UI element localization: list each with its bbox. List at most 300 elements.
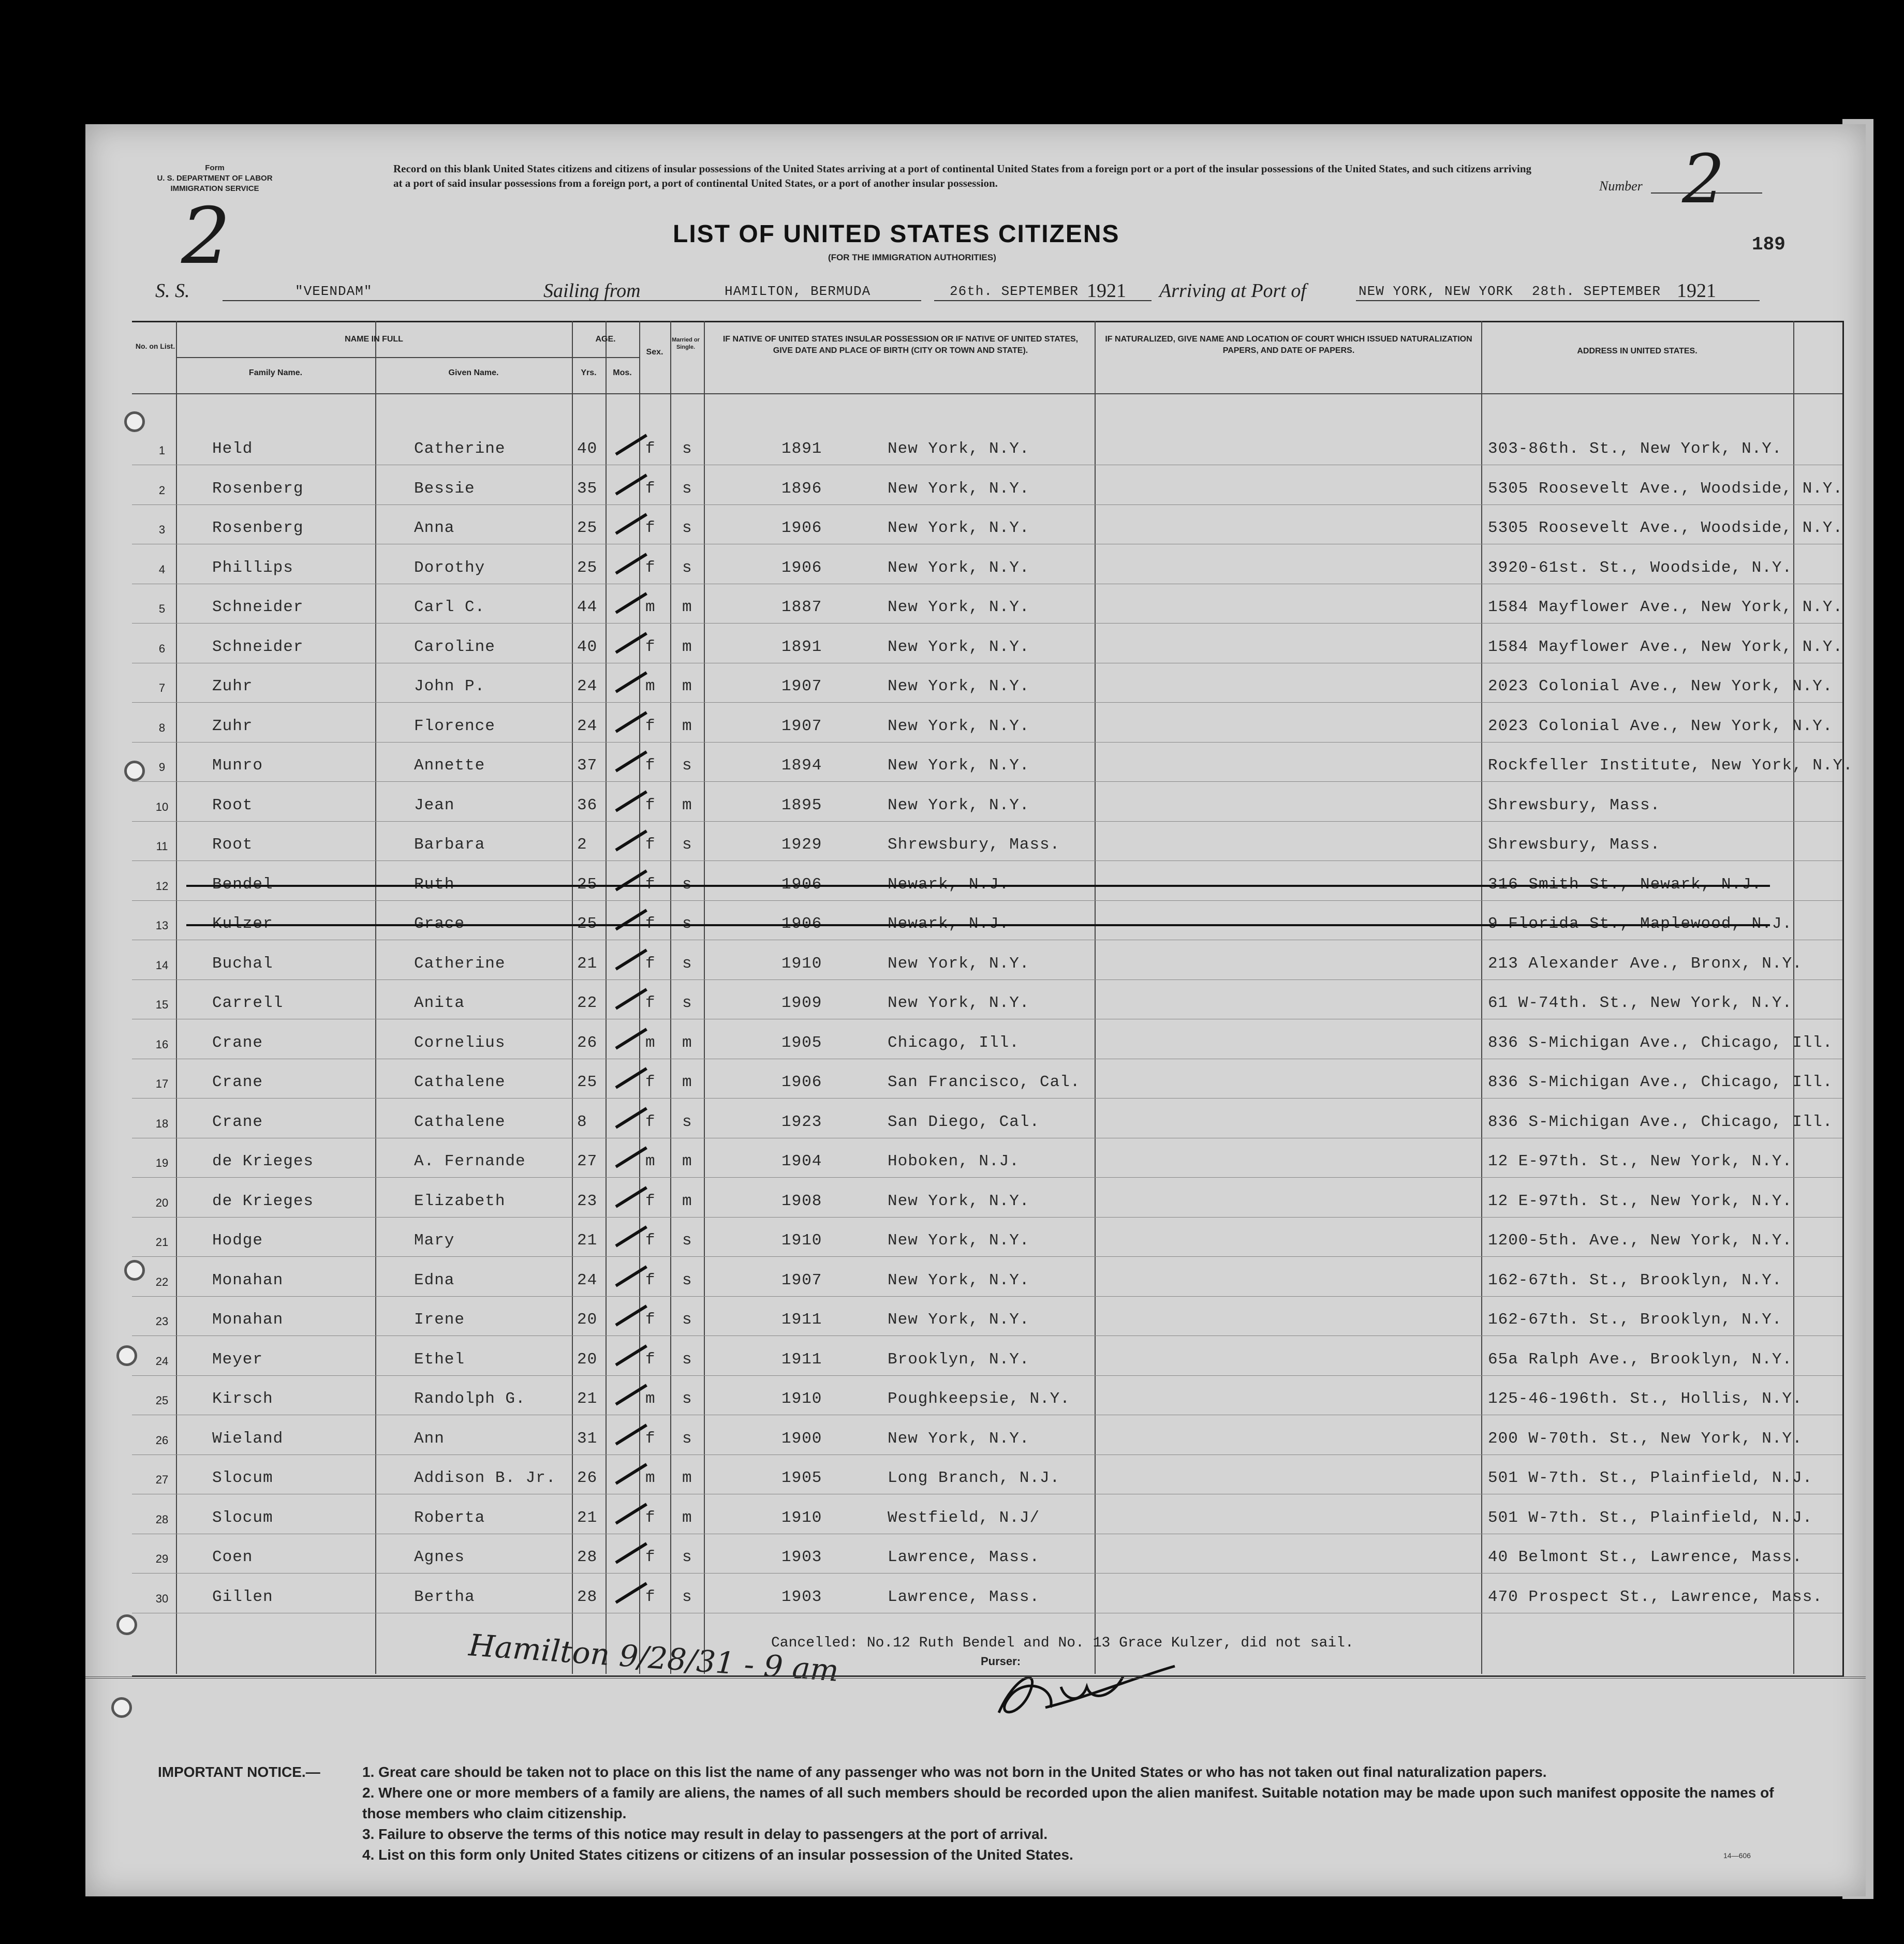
cell-ms: s <box>682 1390 692 1408</box>
cell-family: Slocum <box>212 1469 273 1487</box>
cell-age: 26 <box>577 1469 598 1487</box>
cell-address: 2023 Colonial Ave., New York, N.Y. <box>1488 677 1833 695</box>
row-divider <box>132 1296 1842 1297</box>
cell-place: San Francisco, Cal. <box>888 1073 1081 1091</box>
cell-given: Elizabeth <box>414 1192 506 1210</box>
row-number: 3 <box>158 523 166 536</box>
cell-ms: m <box>682 1469 692 1487</box>
to-date: 28th. SEPTEMBER <box>1532 284 1661 299</box>
cell-year: 1900 <box>781 1429 822 1448</box>
number-value: 2 <box>1682 140 1725 218</box>
cell-address: 836 S-Michigan Ave., Chicago, Ill. <box>1488 1033 1833 1052</box>
cell-place: New York, N.Y. <box>888 717 1030 735</box>
handwritten-stamp: Hamilton 9/28/31 - 9 am <box>467 1627 840 1688</box>
cell-place: Chicago, Ill. <box>888 1033 1020 1052</box>
row-divider <box>132 1256 1842 1257</box>
cell-family: Carrell <box>212 994 284 1012</box>
cell-age: 24 <box>577 677 598 695</box>
row-number: 6 <box>158 642 166 655</box>
cell-ms: s <box>682 1548 692 1566</box>
cell-ms: s <box>682 1112 692 1131</box>
cell-sex: f <box>645 1271 656 1289</box>
row-number: 29 <box>155 1552 169 1565</box>
row-number: 9 <box>158 761 166 774</box>
cell-given: Catherine <box>414 440 506 458</box>
from-date: 26th. SEPTEMBER <box>950 284 1079 299</box>
cell-age: 25 <box>577 558 598 577</box>
cell-sex: f <box>645 1350 656 1369</box>
cell-year: 1929 <box>781 836 822 854</box>
header-address: ADDRESS IN UNITED STATES. <box>1577 347 1698 355</box>
cell-age: 20 <box>577 1350 598 1369</box>
cell-age: 22 <box>577 994 598 1012</box>
cell-age: 21 <box>577 954 598 973</box>
cell-place: Newark, N.J. <box>888 915 1010 933</box>
cell-year: 1911 <box>781 1311 822 1329</box>
cell-address: 303-86th. St., New York, N.Y. <box>1488 440 1782 458</box>
sailing-label: Sailing from <box>543 280 641 302</box>
cell-sex: f <box>645 717 656 735</box>
cell-place: Newark, N.J. <box>888 875 1010 894</box>
cell-sex: f <box>645 1548 656 1566</box>
cell-given: Jean <box>414 796 455 814</box>
cell-address: 5305 Roosevelt Ave., Woodside, N.Y. <box>1488 519 1843 537</box>
cell-place: New York, N.Y. <box>888 637 1030 656</box>
cell-address: 213 Alexander Ave., Bronx, N.Y. <box>1488 954 1803 973</box>
cell-year: 1904 <box>781 1152 822 1170</box>
cell-address: 501 W-7th. St., Plainfield, N.J. <box>1488 1508 1813 1527</box>
cell-age: 24 <box>577 717 598 735</box>
cell-given: Annette <box>414 756 485 775</box>
cell-family: Monahan <box>212 1271 284 1289</box>
cell-family: Schneider <box>212 598 304 616</box>
cell-address: 836 S-Michigan Ave., Chicago, Ill. <box>1488 1073 1833 1091</box>
cell-year: 1903 <box>781 1548 822 1566</box>
cell-ms: m <box>682 1033 692 1052</box>
cell-family: Wieland <box>212 1429 284 1448</box>
cell-sex: f <box>645 915 656 933</box>
cell-given: Barbara <box>414 836 485 854</box>
page-subtitle: (FOR THE IMMIGRATION AUTHORITIES) <box>828 253 996 262</box>
cell-year: 1906 <box>781 1073 822 1091</box>
cell-age: 27 <box>577 1152 598 1170</box>
cell-place: Hoboken, N.J. <box>888 1152 1020 1170</box>
cell-place: New York, N.Y. <box>888 1231 1030 1250</box>
notice-item: 4. List on this form only United States citizens or citizens of an insular possession of the United States. <box>362 1847 1073 1863</box>
cell-family: Monahan <box>212 1311 284 1329</box>
cell-sex: f <box>645 637 656 656</box>
cell-age: 44 <box>577 598 598 616</box>
purser-label: Purser: <box>981 1655 1021 1668</box>
cell-place: Lawrence, Mass. <box>888 1587 1040 1606</box>
cell-family: Phillips <box>212 558 293 577</box>
voyage-line <box>155 279 1785 305</box>
cell-sex: f <box>645 875 656 894</box>
cell-given: Mary <box>414 1231 455 1250</box>
cell-ms: s <box>682 440 692 458</box>
cell-ms: m <box>682 1152 692 1170</box>
cell-address: 836 S-Michigan Ave., Chicago, Ill. <box>1488 1112 1833 1131</box>
row-number: 19 <box>155 1156 169 1169</box>
cell-age: 21 <box>577 1390 598 1408</box>
department-label: U. S. DEPARTMENT OF LABOR <box>157 174 273 183</box>
cell-family: Rosenberg <box>212 479 304 498</box>
header-sex: Sex. <box>646 348 663 357</box>
row-number: 13 <box>155 919 169 932</box>
cell-family: Root <box>212 796 253 814</box>
cell-sex: f <box>645 1508 656 1527</box>
cell-year: 1905 <box>781 1033 822 1052</box>
cell-age: 25 <box>577 915 598 933</box>
cell-year: 1905 <box>781 1469 822 1487</box>
cell-given: Addison B. Jr. <box>414 1469 556 1487</box>
cell-given: Catherine <box>414 954 506 973</box>
number-label: Number <box>1599 179 1643 194</box>
cell-given: Agnes <box>414 1548 465 1566</box>
cell-ms: s <box>682 1311 692 1329</box>
cell-address: Shrewsbury, Mass. <box>1488 836 1661 854</box>
cell-ms: s <box>682 954 692 973</box>
header-yrs: Yrs. <box>581 368 597 377</box>
cell-address: 200 W-70th. St., New York, N.Y. <box>1488 1429 1803 1448</box>
cell-family: Zuhr <box>212 677 253 695</box>
header-no: No. on List. <box>135 342 175 350</box>
form-label: Form <box>205 164 225 172</box>
cell-place: Westfield, N.J/ <box>888 1508 1040 1527</box>
form-code: 14—606 <box>1723 1851 1751 1860</box>
cell-given: Bertha <box>414 1587 475 1606</box>
cell-age: 28 <box>577 1587 598 1606</box>
cell-sex: f <box>645 1231 656 1250</box>
cell-sex: m <box>645 1033 656 1052</box>
cell-place: New York, N.Y. <box>888 519 1030 537</box>
cell-family: Munro <box>212 756 263 775</box>
cell-sex: m <box>645 1152 656 1170</box>
cell-ms: s <box>682 1271 692 1289</box>
cell-year: 1906 <box>781 519 822 537</box>
cell-place: New York, N.Y. <box>888 1271 1030 1289</box>
cell-family: Bendel <box>212 875 273 894</box>
header-mos: Mos. <box>613 368 632 377</box>
cell-address: Shrewsbury, Mass. <box>1488 796 1661 814</box>
cell-given: Ann <box>414 1429 445 1448</box>
cell-given: A. Fernande <box>414 1152 526 1170</box>
cell-age: 26 <box>577 1033 598 1052</box>
cell-year: 1895 <box>781 796 822 814</box>
cell-age: 24 <box>577 1271 598 1289</box>
row-number: 20 <box>155 1196 169 1209</box>
arriving-label: Arriving at Port of <box>1159 280 1306 302</box>
cell-given: Cathalene <box>414 1112 506 1131</box>
cell-family: Crane <box>212 1033 263 1052</box>
cell-ms: m <box>682 796 692 814</box>
row-number: 30 <box>155 1592 169 1605</box>
cell-ms: s <box>682 1429 692 1448</box>
cell-address: 9 Florida St., Maplewood, N.J. <box>1488 915 1793 933</box>
ss-label: S. S. <box>155 280 190 302</box>
cell-family: Buchal <box>212 954 273 973</box>
cell-ms: s <box>682 1231 692 1250</box>
cell-sex: f <box>645 1429 656 1448</box>
cell-address: 1200-5th. Ave., New York, N.Y. <box>1488 1231 1793 1250</box>
cell-family: Crane <box>212 1073 263 1091</box>
cell-family: Crane <box>212 1112 263 1131</box>
cell-sex: f <box>645 1192 656 1210</box>
cell-family: Slocum <box>212 1508 273 1527</box>
cell-ms: s <box>682 994 692 1012</box>
cell-age: 2 <box>577 836 587 854</box>
cell-place: New York, N.Y. <box>888 994 1030 1012</box>
cell-sex: f <box>645 1311 656 1329</box>
cell-given: Cornelius <box>414 1033 506 1052</box>
record-instructions: Record on this blank United States citizens and citizens of insular possessions of the United States arriving at a port of continental United States from a foreign port or a port of the insular possessions of the United States, and such citizens arriving at a port of said insular possessions from a foreign port, a port of continental United States, or a port of another insular possession. <box>393 162 1532 189</box>
header-given-name: Given Name. <box>448 368 499 377</box>
cell-sex: f <box>645 994 656 1012</box>
cell-given: Dorothy <box>414 558 485 577</box>
cell-address: 162-67th. St., Brooklyn, N.Y. <box>1488 1311 1782 1329</box>
cell-year: 1907 <box>781 1271 822 1289</box>
cell-address: 5305 Roosevelt Ave., Woodside, N.Y. <box>1488 479 1843 498</box>
cell-year: 1906 <box>781 915 822 933</box>
cell-age: 23 <box>577 1192 598 1210</box>
cell-year: 1923 <box>781 1112 822 1131</box>
cell-place: New York, N.Y. <box>888 1311 1030 1329</box>
page-number: 189 <box>1752 234 1785 255</box>
row-number: 24 <box>155 1354 169 1368</box>
row-number: 2 <box>158 483 166 497</box>
cell-given: Grace <box>414 915 465 933</box>
header-name-in-full: NAME IN FULL <box>345 335 403 344</box>
cell-year: 1894 <box>781 756 822 775</box>
cell-year: 1907 <box>781 677 822 695</box>
notice-label: IMPORTANT NOTICE.— <box>158 1764 320 1780</box>
cell-address: 501 W-7th. St., Plainfield, N.J. <box>1488 1469 1813 1487</box>
row-number: 15 <box>155 998 169 1011</box>
cell-sex: f <box>645 796 656 814</box>
cell-ms: s <box>682 836 692 854</box>
row-number: 23 <box>155 1315 169 1328</box>
cell-address: 2023 Colonial Ave., New York, N.Y. <box>1488 717 1833 735</box>
header-naturalized: IF NATURALIZED, GIVE NAME AND LOCATION OF COURT WHICH ISSUED NATURALIZATION PAPERS, AND DATE OF PAPERS. <box>1105 335 1472 355</box>
row-number: 26 <box>155 1433 169 1447</box>
cell-address: 12 E-97th. St., New York, N.Y. <box>1488 1192 1793 1210</box>
cell-sex: f <box>645 954 656 973</box>
cell-address: 65a Ralph Ave., Brooklyn, N.Y. <box>1488 1350 1793 1369</box>
cell-age: 36 <box>577 796 598 814</box>
from-port: HAMILTON, BERMUDA <box>725 284 871 299</box>
cell-family: Meyer <box>212 1350 263 1369</box>
cell-address: 1584 Mayflower Ave., New York, N.Y. <box>1488 598 1843 616</box>
row-number: 16 <box>155 1037 169 1051</box>
cell-age: 31 <box>577 1429 598 1448</box>
row-divider <box>132 1177 1842 1178</box>
cell-ms: m <box>682 1192 692 1210</box>
cell-place: Poughkeepsie, N.Y. <box>888 1390 1070 1408</box>
cell-ms: m <box>682 677 692 695</box>
row-number: 21 <box>155 1236 169 1249</box>
cell-year: 1910 <box>781 954 822 973</box>
row-divider <box>132 1335 1842 1336</box>
cell-sex: f <box>645 1112 656 1131</box>
row-divider <box>132 781 1842 782</box>
cell-ms: s <box>682 1587 692 1606</box>
header-family-name: Family Name. <box>248 368 303 377</box>
row-divider <box>132 1098 1842 1099</box>
row-divider <box>132 742 1842 743</box>
cell-sex: f <box>645 479 656 498</box>
cell-family: Zuhr <box>212 717 253 735</box>
cell-given: Caroline <box>414 637 495 656</box>
cell-family: de Krieges <box>212 1152 314 1170</box>
cell-address: 61 W-74th. St., New York, N.Y. <box>1488 994 1793 1012</box>
cell-place: Brooklyn, N.Y. <box>888 1350 1030 1369</box>
cell-age: 40 <box>577 440 598 458</box>
cell-sex: m <box>645 677 656 695</box>
cell-given: Carl C. <box>414 598 485 616</box>
ship-name: "VEENDAM" <box>295 284 373 299</box>
cell-year: 1911 <box>781 1350 822 1369</box>
cell-ms: s <box>682 756 692 775</box>
cell-ms: s <box>682 558 692 577</box>
cell-given: Bessie <box>414 479 475 498</box>
cell-ms: s <box>682 875 692 894</box>
cell-ms: m <box>682 1073 692 1091</box>
cell-year: 1906 <box>781 875 822 894</box>
cancelled-note: Cancelled: No.12 Ruth Bendel and No. 13 Grace Kulzer, did not sail. <box>771 1635 1354 1651</box>
row-divider <box>132 821 1842 822</box>
cell-address: 1584 Mayflower Ave., New York, N.Y. <box>1488 637 1843 656</box>
cell-given: Roberta <box>414 1508 485 1527</box>
cell-sex: f <box>645 519 656 537</box>
cell-family: Held <box>212 440 253 458</box>
cell-year: 1910 <box>781 1231 822 1250</box>
cell-place: New York, N.Y. <box>888 1192 1030 1210</box>
header-married: Married or Single. <box>672 337 700 350</box>
cell-age: 28 <box>577 1548 598 1566</box>
row-number: 10 <box>155 800 169 813</box>
cell-year: 1896 <box>781 479 822 498</box>
cell-given: Florence <box>414 717 495 735</box>
cell-year: 1910 <box>781 1508 822 1527</box>
cell-place: New York, N.Y. <box>888 558 1030 577</box>
cell-ms: s <box>682 1350 692 1369</box>
cell-year: 1907 <box>781 717 822 735</box>
cell-sex: f <box>645 558 656 577</box>
row-number: 25 <box>155 1394 169 1407</box>
cancel-strike <box>186 885 1770 887</box>
punch-hole <box>111 1697 132 1718</box>
row-number: 14 <box>155 958 169 972</box>
cell-age: 21 <box>577 1231 598 1250</box>
cell-year: 1903 <box>781 1587 822 1606</box>
cell-sex: f <box>645 756 656 775</box>
cell-age: 20 <box>577 1311 598 1329</box>
row-divider <box>132 1573 1842 1574</box>
handwritten-mark: 2 <box>181 191 231 281</box>
cell-place: New York, N.Y. <box>888 440 1030 458</box>
to-year: 1921 <box>1677 280 1716 302</box>
row-number: 12 <box>155 879 169 893</box>
cell-ms: m <box>682 1508 692 1527</box>
cell-ms: s <box>682 479 692 498</box>
row-divider <box>132 1217 1842 1218</box>
cell-ms: m <box>682 598 692 616</box>
cell-year: 1887 <box>781 598 822 616</box>
cell-ms: s <box>682 915 692 933</box>
cell-place: New York, N.Y. <box>888 598 1030 616</box>
cell-family: Kulzer <box>212 915 273 933</box>
cancel-strike <box>186 924 1770 926</box>
cell-sex: f <box>645 1073 656 1091</box>
cell-address: 3920-61st. St., Woodside, N.Y. <box>1488 558 1793 577</box>
cell-family: Rosenberg <box>212 519 304 537</box>
notice-item: 1. Great care should be taken not to place on this list the name of any passenger who was not born in the United States or who has not taken out final naturalization papers. <box>362 1764 1547 1780</box>
row-number: 5 <box>158 602 166 615</box>
cell-sex: m <box>645 598 656 616</box>
cell-family: de Krieges <box>212 1192 314 1210</box>
cell-place: New York, N.Y. <box>888 1429 1030 1448</box>
cell-year: 1909 <box>781 994 822 1012</box>
row-number: 17 <box>155 1077 169 1090</box>
row-number: 28 <box>155 1512 169 1526</box>
row-divider <box>132 702 1842 703</box>
cell-age: 25 <box>577 875 598 894</box>
row-number: 11 <box>156 840 168 853</box>
cell-sex: m <box>645 1469 656 1487</box>
cell-year: 1910 <box>781 1390 822 1408</box>
cell-family: Kirsch <box>212 1390 273 1408</box>
cell-year: 1891 <box>781 637 822 656</box>
cell-address: 470 Prospect St., Lawrence, Mass. <box>1488 1587 1823 1606</box>
cell-sex: m <box>645 1390 656 1408</box>
row-divider <box>132 900 1842 901</box>
cell-ms: m <box>682 637 692 656</box>
row-number: 8 <box>158 721 166 734</box>
from-year: 1921 <box>1087 280 1126 302</box>
notice-item: 3. Failure to observe the terms of this notice may result in delay to passengers at the port of arrival. <box>362 1826 1048 1842</box>
cell-ms: m <box>682 717 692 735</box>
cell-place: New York, N.Y. <box>888 677 1030 695</box>
cell-ms: s <box>682 519 692 537</box>
row-divider <box>132 504 1842 505</box>
cell-age: 8 <box>577 1112 587 1131</box>
cell-family: Root <box>212 836 253 854</box>
cell-age: 35 <box>577 479 598 498</box>
row-divider <box>132 1375 1842 1376</box>
purser-signature <box>983 1656 1180 1723</box>
cell-given: Edna <box>414 1271 455 1289</box>
service-label: IMMIGRATION SERVICE <box>170 184 259 193</box>
cell-place: San Diego, Cal. <box>888 1112 1040 1131</box>
header-birth: IF NATIVE OF UNITED STATES INSULAR POSSESSION OR IF NATIVE OF UNITED STATES, GIVE DATE AND PLACE OF BIRTH (CITY OR TOWN AND STATE). <box>722 335 1079 355</box>
cell-family: Schneider <box>212 637 304 656</box>
cell-address: Rockfeller Institute, New York, N.Y. <box>1488 756 1853 775</box>
cell-sex: f <box>645 1587 656 1606</box>
cell-sex: f <box>645 440 656 458</box>
cell-year: 1908 <box>781 1192 822 1210</box>
cell-given: John P. <box>414 677 485 695</box>
row-number: 27 <box>155 1473 169 1486</box>
cell-age: 40 <box>577 637 598 656</box>
cell-place: New York, N.Y. <box>888 954 1030 973</box>
cell-address: 12 E-97th. St., New York, N.Y. <box>1488 1152 1793 1170</box>
cell-place: Shrewsbury, Mass. <box>888 836 1060 854</box>
cell-address: 40 Belmont St., Lawrence, Mass. <box>1488 1548 1803 1566</box>
row-divider <box>132 623 1842 624</box>
cell-family: Hodge <box>212 1231 263 1250</box>
cell-family: Coen <box>212 1548 253 1566</box>
form-block <box>132 163 298 194</box>
